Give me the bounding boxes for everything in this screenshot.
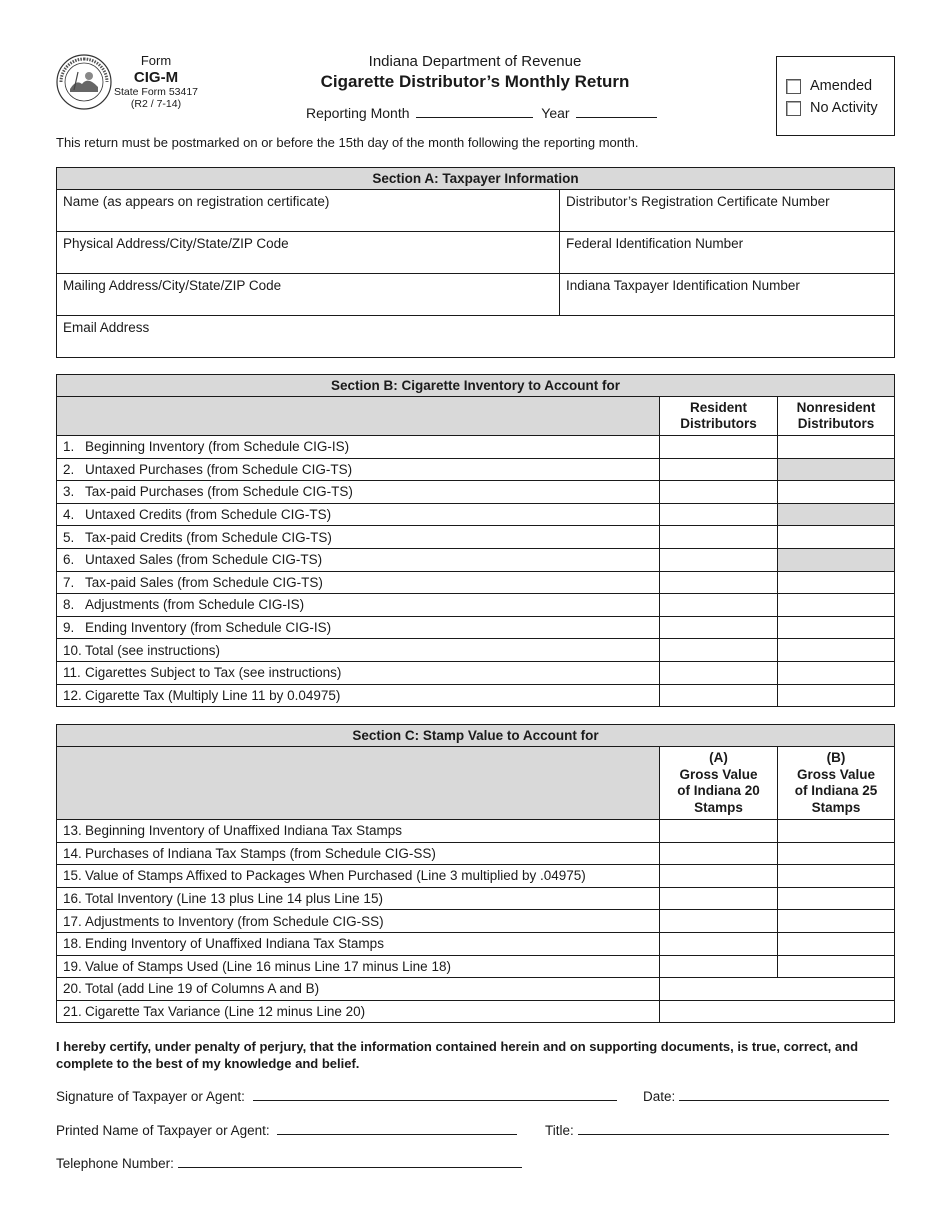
column-b-amount-cell[interactable] — [778, 887, 895, 910]
line-description — [57, 820, 660, 843]
date-field[interactable] — [679, 1088, 889, 1101]
column-a-amount-cell[interactable] — [660, 932, 778, 955]
line-text: Untaxed Sales (from Schedule CIG-TS) — [85, 552, 323, 568]
column-a-header-line4: Stamps — [694, 799, 743, 815]
nonresident-amount-cell — [778, 503, 895, 526]
column-a-amount-cell[interactable] — [660, 887, 778, 910]
resident-header-line2: Distributors — [680, 416, 757, 431]
indiana-taxpayer-id-label: Indiana Taxpayer Identification Number — [566, 278, 800, 293]
line-text: Tax-paid Credits (from Schedule CIG-TS) — [85, 529, 332, 545]
nonresident-amount-cell[interactable] — [778, 594, 895, 617]
resident-amount-cell[interactable] — [660, 481, 778, 504]
line-text: Tax-paid Sales (from Schedule CIG-TS) — [85, 574, 323, 590]
column-a-header-line3: of Indiana 20 — [677, 783, 760, 798]
telephone-field[interactable] — [178, 1155, 522, 1168]
line-text: Untaxed Credits (from Schedule CIG-TS) — [85, 507, 332, 523]
column-b-amount-cell[interactable] — [778, 820, 895, 843]
line-text: Total (see instructions) — [85, 642, 221, 658]
line-number: 12. — [63, 687, 82, 703]
table-row — [57, 526, 895, 549]
line-description — [57, 481, 660, 504]
table-row — [57, 571, 895, 594]
line-number: 7. — [63, 574, 75, 590]
date-label: Date: — [643, 1089, 676, 1104]
mailing-address-field[interactable] — [57, 274, 560, 316]
line-number: 20. — [63, 981, 82, 997]
line-text: Cigarette Tax (Multiply Line 11 by 0.04975) — [85, 687, 341, 703]
printed-name-label: Printed Name of Taxpayer or Agent: — [56, 1123, 270, 1138]
amended-label: Amended — [810, 78, 873, 94]
column-a-header-line2: Gross Value — [679, 766, 758, 782]
line-text: Total Inventory (Line 13 plus Line 14 plus Line 15) — [85, 891, 383, 907]
line-text: Adjustments (from Schedule CIG-IS) — [85, 597, 305, 613]
amended-checkbox[interactable] — [786, 79, 801, 94]
year-field[interactable] — [576, 105, 657, 118]
section-b-header-spacer — [57, 397, 660, 436]
line-text: Ending Inventory of Unaffixed Indiana Tax Stamps — [85, 936, 384, 952]
column-b-amount-cell[interactable] — [778, 865, 895, 888]
line-description — [57, 910, 660, 933]
line-description — [57, 571, 660, 594]
section-c-lines — [57, 820, 895, 1023]
table-row — [57, 616, 895, 639]
line-number: 4. — [63, 507, 75, 523]
line-number: 10. — [63, 642, 82, 658]
line-description — [57, 978, 660, 1001]
line-text: Purchases of Indiana Tax Stamps (from Schedule CIG-SS) — [85, 845, 436, 861]
no-activity-option — [786, 100, 894, 116]
column-a-amount-cell[interactable] — [660, 842, 778, 865]
resident-amount-cell[interactable] — [660, 436, 778, 459]
table-row — [57, 639, 895, 662]
title-field[interactable] — [578, 1122, 889, 1135]
reporting-period-line — [306, 105, 657, 121]
column-b-amount-cell[interactable] — [778, 910, 895, 933]
line-description — [57, 503, 660, 526]
column-b-amount-cell[interactable] — [778, 842, 895, 865]
table-row — [57, 661, 895, 684]
line-text: Total (add Line 19 of Columns A and B) — [85, 981, 320, 997]
resident-amount-cell[interactable] — [660, 661, 778, 684]
table-row — [57, 548, 895, 571]
line-number: 15. — [63, 868, 82, 884]
indiana-taxpayer-id-field[interactable] — [560, 274, 895, 316]
table-row — [57, 865, 895, 888]
line-number: 8. — [63, 597, 75, 613]
line-description — [57, 639, 660, 662]
nonresident-amount-cell[interactable] — [778, 571, 895, 594]
form-revision: (R2 / 7-14) — [130, 98, 182, 111]
line-text: Ending Inventory (from Schedule CIG-IS) — [85, 620, 332, 636]
line-text: Beginning Inventory of Unaffixed Indiana Tax Stamps — [85, 823, 402, 839]
line-description — [57, 842, 660, 865]
table-row — [57, 503, 895, 526]
section-a-table — [56, 167, 895, 358]
signature-line — [56, 1088, 617, 1104]
column-b-header-line1: (B) — [826, 750, 846, 765]
amended-option — [786, 78, 894, 94]
resident-amount-cell[interactable] — [660, 526, 778, 549]
line-description — [57, 955, 660, 978]
return-status-box — [776, 56, 895, 136]
line-number: 19. — [63, 958, 82, 974]
line-description — [57, 932, 660, 955]
reporting-month-field[interactable] — [416, 105, 533, 118]
nonresident-amount-cell — [778, 548, 895, 571]
line-number: 18. — [63, 936, 82, 952]
name-label: Name (as appears on registration certificate) — [63, 194, 330, 209]
section-a-title: Section A: Taxpayer Information — [57, 168, 895, 190]
state-form-number: State Form 53417 — [113, 86, 199, 99]
department-name: Indiana Department of Revenue — [368, 53, 582, 70]
signature-label: Signature of Taxpayer or Agent: — [56, 1089, 245, 1104]
line-description — [57, 526, 660, 549]
title-line — [545, 1122, 889, 1138]
column-b-header — [778, 747, 895, 820]
resident-amount-cell[interactable] — [660, 458, 778, 481]
line-description — [57, 616, 660, 639]
line-number: 21. — [63, 1004, 82, 1020]
line-description — [57, 1000, 660, 1023]
line-number: 3. — [63, 484, 75, 500]
form-header — [300, 53, 650, 92]
title-label: Title: — [545, 1123, 574, 1138]
column-a-amount-cell[interactable] — [660, 865, 778, 888]
resident-amount-cell[interactable] — [660, 503, 778, 526]
column-b-header-line3: of Indiana 25 — [794, 783, 878, 798]
column-a-amount-cell[interactable] — [660, 955, 778, 978]
table-row — [57, 932, 895, 955]
resident-amount-cell[interactable] — [660, 616, 778, 639]
line-number: 17. — [63, 913, 82, 929]
line-number: 5. — [63, 529, 75, 545]
nonresident-amount-cell[interactable] — [778, 616, 895, 639]
resident-amount-cell[interactable] — [660, 548, 778, 571]
column-b-header-line2: Gross Value — [796, 766, 876, 782]
resident-amount-cell[interactable] — [660, 684, 778, 707]
form-identifier — [108, 54, 204, 110]
nonresident-amount-cell[interactable] — [778, 661, 895, 684]
physical-address-field[interactable] — [57, 232, 560, 274]
form-label: Form — [140, 53, 172, 68]
section-b-table — [56, 374, 895, 707]
line-description — [57, 548, 660, 571]
column-b-amount-cell[interactable] — [778, 932, 895, 955]
line-number: 13. — [63, 823, 82, 839]
column-a-header — [660, 747, 778, 820]
line-text: Tax-paid Purchases (from Schedule CIG-TS) — [85, 484, 353, 500]
line-text: Adjustments to Inventory (from Schedule CIG-SS) — [85, 913, 384, 929]
nonresident-amount-cell[interactable] — [778, 526, 895, 549]
telephone-line — [56, 1155, 522, 1171]
resident-header-line1: Resident — [689, 399, 747, 415]
nonresident-amount-cell[interactable] — [778, 684, 895, 707]
line-text: Cigarettes Subject to Tax (see instructions) — [85, 665, 342, 681]
line-description — [57, 887, 660, 910]
registration-certificate-field[interactable] — [560, 190, 895, 232]
nonresident-amount-cell[interactable] — [778, 481, 895, 504]
no-activity-label: No Activity — [810, 100, 878, 116]
table-row — [57, 684, 895, 707]
line-number: 14. — [63, 845, 82, 861]
no-activity-checkbox[interactable] — [786, 101, 801, 116]
table-row — [57, 458, 895, 481]
resident-distributors-header — [660, 397, 778, 436]
line-description — [57, 684, 660, 707]
section-c-title: Section C: Stamp Value to Account for — [57, 725, 895, 747]
column-b-header-line4: Stamps — [811, 799, 861, 815]
line-text: Cigarette Tax Variance (Line 12 minus Line 20) — [85, 1004, 366, 1020]
line-text: Value of Stamps Affixed to Packages When Purchased (Line 3 multiplied by .04975) — [85, 868, 586, 884]
section-c-table — [56, 724, 895, 1023]
table-row — [57, 887, 895, 910]
line-number: 11. — [63, 665, 81, 681]
resident-amount-cell[interactable] — [660, 594, 778, 617]
resident-amount-cell[interactable] — [660, 571, 778, 594]
line-description — [57, 436, 660, 459]
table-row — [57, 820, 895, 843]
signature-field[interactable] — [253, 1088, 617, 1101]
section-b-lines — [57, 436, 895, 707]
table-row — [57, 1000, 895, 1023]
line-number: 6. — [63, 552, 75, 568]
column-a-amount-cell[interactable] — [660, 910, 778, 933]
name-field[interactable] — [57, 190, 560, 232]
total-amount-cell[interactable] — [660, 978, 895, 1001]
table-row — [57, 594, 895, 617]
nonresident-amount-cell[interactable] — [778, 436, 895, 459]
line-number: 2. — [63, 461, 75, 477]
line-text: Beginning Inventory (from Schedule CIG-IS) — [85, 439, 350, 455]
table-row — [57, 842, 895, 865]
line-number: 16. — [63, 891, 82, 907]
printed-name-line — [56, 1122, 517, 1138]
form-code: CIG-M — [133, 68, 179, 86]
nonresident-header-line1: Nonresident — [796, 399, 876, 415]
line-text: Untaxed Purchases (from Schedule CIG-TS) — [85, 461, 353, 477]
column-a-header-line1: (A) — [709, 750, 728, 765]
column-a-amount-cell[interactable] — [660, 820, 778, 843]
nonresident-amount-cell — [778, 458, 895, 481]
section-c-header-spacer — [57, 747, 660, 820]
reporting-month-label: Reporting Month — [306, 105, 410, 121]
nonresident-distributors-header — [778, 397, 895, 436]
email-label: Email Address — [63, 320, 150, 335]
table-row — [57, 910, 895, 933]
table-row — [57, 978, 895, 1001]
federal-id-label: Federal Identification Number — [566, 236, 744, 251]
resident-amount-cell[interactable] — [660, 639, 778, 662]
indiana-state-seal — [56, 54, 112, 110]
total-amount-cell[interactable] — [660, 1000, 895, 1023]
mailing-address-label: Mailing Address/City/State/ZIP Code — [63, 278, 282, 293]
line-number: 9. — [63, 620, 75, 636]
column-b-amount-cell[interactable] — [778, 955, 895, 978]
registration-certificate-label: Distributor’s Registration Certificate Number — [566, 194, 830, 209]
physical-address-label: Physical Address/City/State/ZIP Code — [63, 236, 289, 251]
table-row — [57, 481, 895, 504]
postmark-note: This return must be postmarked on or before the 15th day of the month following the reporting month. — [56, 135, 639, 150]
line-number: 1. — [63, 439, 75, 455]
section-b-title: Section B: Cigarette Inventory to Account for — [57, 375, 895, 397]
table-row — [57, 436, 895, 459]
federal-id-field[interactable] — [560, 232, 895, 274]
nonresident-amount-cell[interactable] — [778, 639, 895, 662]
certification-statement: I hereby certify, under penalty of perjury, that the information contained herein and on supporting documents, is true, correct, and complete to the best of my knowledge and belief. — [56, 1039, 859, 1071]
form-title: Cigarette Distributor’s Monthly Return — [320, 72, 630, 91]
printed-name-field[interactable] — [277, 1122, 517, 1135]
nonresident-header-line2: Distributors — [797, 416, 875, 431]
table-row — [57, 955, 895, 978]
line-description — [57, 594, 660, 617]
date-line — [643, 1088, 889, 1104]
email-field[interactable] — [57, 316, 895, 358]
line-text: Value of Stamps Used (Line 16 minus Line 17 minus Line 18) — [85, 958, 451, 974]
line-description — [57, 458, 660, 481]
year-label: Year — [541, 105, 570, 121]
telephone-label: Telephone Number: — [56, 1156, 174, 1171]
line-description — [57, 661, 660, 684]
line-description — [57, 865, 660, 888]
